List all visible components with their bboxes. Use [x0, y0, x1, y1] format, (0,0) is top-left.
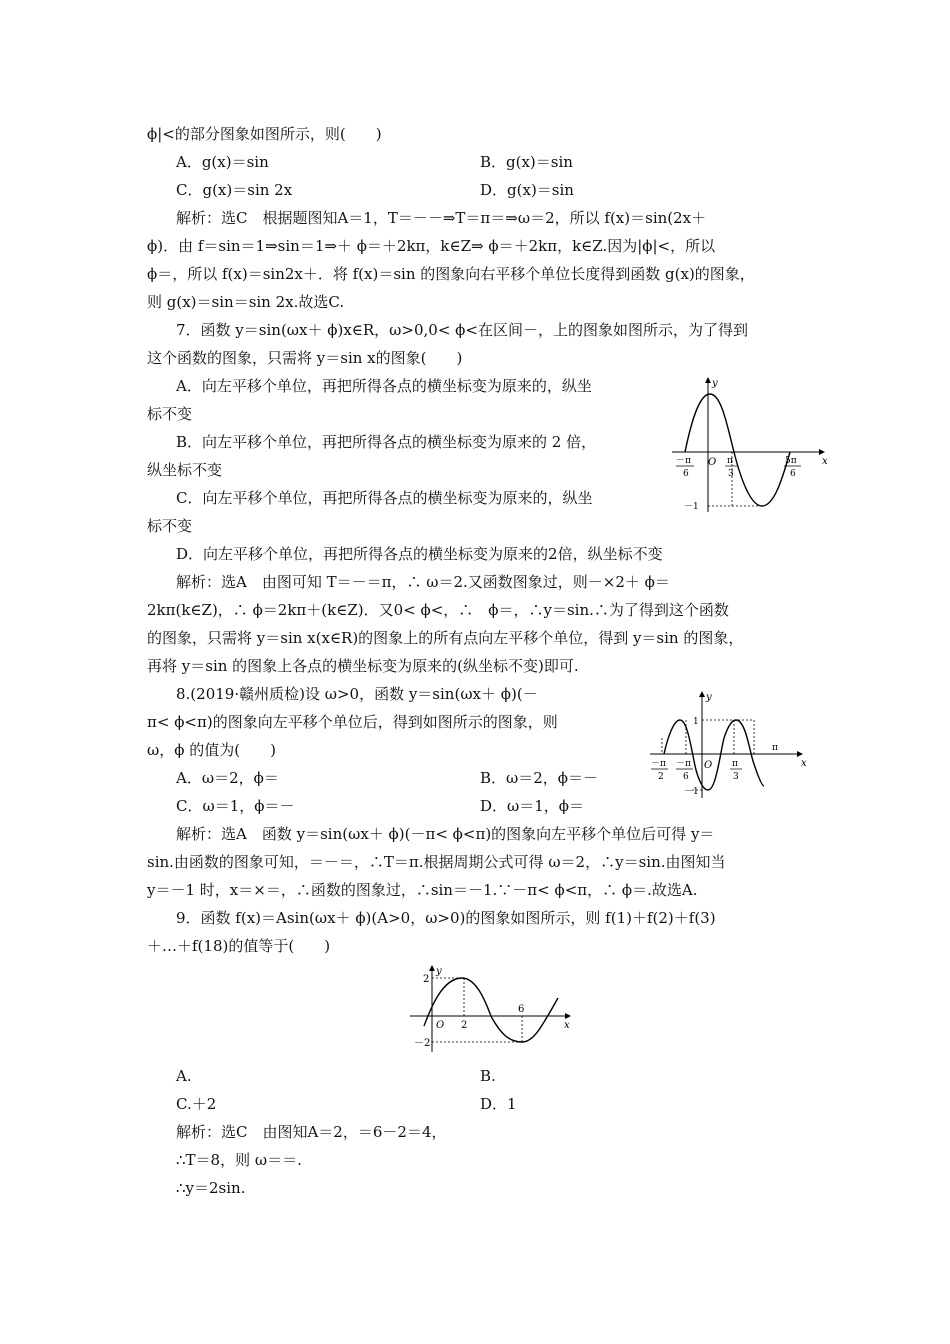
q6-solution-line: 则 g(x)＝sin＝sin 2x.故选C.	[147, 293, 345, 311]
x-label: x	[564, 1020, 570, 1031]
y-label: y	[706, 692, 712, 703]
y-label: y	[436, 966, 442, 977]
tick-label-pi-3-den: 3	[728, 469, 734, 479]
tick-label-pi-3-num: π	[727, 456, 733, 466]
q8-solution-line: sin.由函数的图象可知，＝－＝，∴T＝π.根据周期公式可得 ω＝2，∴y＝sin.由图知当	[147, 853, 726, 871]
q6-option-b: B．g(x)＝sin	[480, 153, 573, 171]
q8-solution-line: 解析：选A 函数 y＝sin(ωx＋ ϕ)(－π< ϕ<π)的图象向左平移个单位后可得 y＝	[176, 825, 715, 843]
q7-solution-line: 解析：选A 由图可知 T＝－＝π，∴ ω＝2.又函数图象过，则－×2＋ ϕ＝	[176, 573, 670, 591]
tick-label-neg-pi-2-den: 2	[658, 772, 664, 782]
tick-label-neg-pi-6-num: －π	[676, 456, 691, 466]
x-tick-6: 6	[518, 1004, 525, 1015]
tick-label-pi-3-num: π	[732, 759, 738, 769]
q9-solution-line: ∴y＝2sin.	[176, 1179, 246, 1197]
y-tick-2: 2	[423, 974, 430, 985]
tick-label-pi: π	[772, 743, 778, 753]
sine-curve	[424, 978, 558, 1042]
q8-option-d: D．ω＝1，ϕ＝	[480, 797, 585, 815]
q7-solution-line: 2kπ(k∈Z)，∴ ϕ＝2kπ＋(k∈Z)．又0< ϕ<，∴ ϕ＝，∴y＝sin.∴为了得到这个函数	[147, 601, 729, 619]
q7-stem: 7．函数 y＝sin(ωx＋ ϕ)x∈R，ω>0,0< ϕ<在区间－，上的图象如图所示，为了得到	[176, 321, 748, 339]
q7-stem: 这个函数的图象，只需将 y＝sin x的图象( )	[147, 349, 463, 367]
q9-option-d: D．1	[480, 1095, 517, 1113]
q6-stem-continuation: ϕ|<的部分图象如图所示，则( )	[147, 125, 382, 143]
q9-solution-line: ∴T＝8，则 ω＝＝.	[176, 1151, 302, 1169]
x-label: x	[822, 456, 828, 467]
q9-solution-line: 解析：选C 由图知A＝2，＝6－2＝4，	[176, 1123, 447, 1141]
q7-option-c: 标不变	[147, 517, 193, 535]
sine-curve	[685, 394, 790, 506]
q9-option-c: C.＋2	[176, 1095, 217, 1113]
y-label: y	[712, 378, 718, 389]
q6-solution-line: 解析：选C 根据题图知A＝1，T＝－－⇒T＝π＝⇒ω＝2，所以 f(x)＝sin(2x＋	[176, 209, 707, 227]
tick-label-5pi-6-den: 6	[790, 469, 796, 479]
q6-solution-line: ϕ)．由 f＝sin＝1⇒sin＝1⇒＋ ϕ＝＋2kπ，k∈Z⇒ ϕ＝＋2kπ，k∈Z.因为|ϕ|<，所以	[147, 237, 716, 255]
q9-sine-graph	[408, 962, 578, 1056]
tick-label-5pi-6-num: 5π	[785, 456, 797, 466]
q8-option-b: B．ω＝2，ϕ＝－	[480, 769, 599, 787]
q7-solution-line: 再将 y＝sin 的图象上各点的横坐标变为原来的(纵坐标不变)即可.	[147, 657, 579, 675]
q8-option-a: A．ω＝2，ϕ＝	[176, 769, 279, 787]
q9-option-b: B.	[480, 1067, 496, 1085]
x-label: x	[801, 758, 807, 769]
q9-stem: ＋…＋f(18)的值等于( )	[147, 937, 331, 955]
q7-option-b: 纵坐标不变	[147, 461, 223, 479]
tick-label-neg-pi-6-den: 6	[683, 469, 689, 479]
origin-label: O	[704, 760, 713, 771]
q8-stem: 8.(2019·赣州质检)设 ω>0，函数 y＝sin(ωx＋ ϕ)(－	[176, 685, 538, 703]
q8-sine-graph	[646, 688, 816, 804]
q7-solution-line: 的图象，只需将 y＝sin x(x∈R)的图象上的所有点向左平移个单位，得到 y＝sin 的图象，	[147, 629, 744, 647]
x-tick-2: 2	[461, 1020, 468, 1031]
tick-label-neg-pi-2-num: －π	[651, 759, 666, 769]
origin-label: O	[436, 1020, 445, 1031]
q7-option-a: A．向左平移个单位，再把所得各点的横坐标变为原来的，纵坐	[176, 377, 592, 395]
minus-one-label: －1	[684, 502, 699, 512]
q6-solution-line: ϕ＝，所以 f(x)＝sin2x＋．将 f(x)＝sin 的图象向右平移个单位长度得到函数 g(x)的图象，	[147, 265, 755, 283]
q7-option-d: D．向左平移个单位，再把所得各点的横坐标变为原来的2倍，纵坐标不变	[176, 545, 663, 563]
q6-option-d: D．g(x)＝sin	[480, 181, 574, 199]
q7-sine-graph	[672, 372, 832, 522]
tick-label-neg-pi-6-num: －π	[676, 759, 691, 769]
origin-label: O	[708, 457, 717, 468]
q8-option-c: C．ω＝1，ϕ＝－	[176, 797, 295, 815]
q8-stem: ω，ϕ 的值为( )	[147, 741, 276, 759]
tick-label-pi-3-den: 3	[733, 772, 739, 782]
q8-solution-line: y＝－1 时，x＝×＝，∴函数的图象过，∴sin＝－1.∵－π< ϕ<π，∴ ϕ＝.故选A.	[147, 881, 698, 899]
q7-option-b: B．向左平移个单位，再把所得各点的横坐标变为原来的 2 倍，	[176, 433, 597, 451]
q9-stem: 9．函数 f(x)＝Asin(ωx＋ ϕ)(A>0，ω>0)的图象如图所示，则 f(1)＋f(2)＋f(3)	[176, 909, 716, 927]
one-label: 1	[693, 717, 699, 727]
q6-option-a: A．g(x)＝sin	[176, 153, 269, 171]
sine-curve	[664, 720, 764, 790]
q9-option-a: A.	[176, 1067, 192, 1085]
tick-label-neg-pi-6-den: 6	[683, 772, 689, 782]
q6-option-c: C．g(x)＝sin 2x	[176, 181, 293, 199]
q7-option-c: C．向左平移个单位，再把所得各点的横坐标变为原来的，纵坐	[176, 489, 593, 507]
y-tick-minus-2: －2	[414, 1038, 431, 1049]
q7-option-a: 标不变	[147, 405, 193, 423]
q8-stem: π< ϕ<π)的图象向左平移个单位后，得到如图所示的图象，则	[147, 713, 558, 731]
minus-one-label: －1	[684, 787, 699, 797]
